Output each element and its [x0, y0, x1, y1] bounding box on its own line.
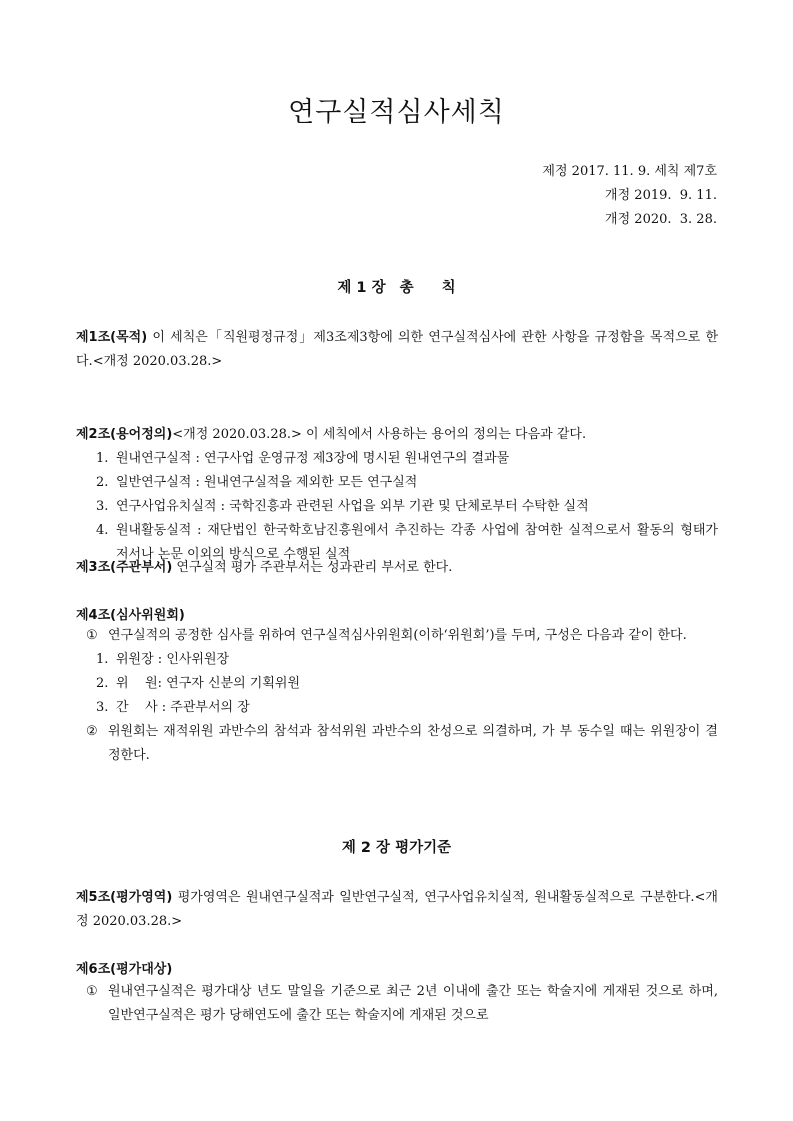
clause-number: ②: [86, 724, 98, 739]
list-item: [76, 495, 718, 519]
clause-number: ①: [86, 984, 98, 999]
chapter-1-number: 제 1 장: [337, 280, 386, 296]
list-item-number: 2.: [96, 475, 109, 490]
article-4-title: 제4조(심사위원회): [76, 608, 185, 623]
chapter-1-word-1: 총: [399, 280, 414, 296]
article-2-list: [76, 447, 718, 567]
article-5-title: 제5조(평가영역): [76, 890, 173, 905]
article-5-body: 평가영역은 원내연구실적과 일반연구실적, 연구사업유치실적, 원내활동실적으로 구분한다.<개정 2020.03.28.>: [76, 890, 718, 929]
list-item-text: 위 원: 연구자 신분의 기획위원: [116, 676, 301, 691]
list-item-text: 연구사업유치실적 : 국학진흥과 관련된 사업을 외부 기관 및 단체로부터 수탁한 실적: [116, 499, 589, 514]
document-title: 연구실적심사세칙: [288, 97, 505, 128]
revision-history: [542, 160, 717, 232]
list-item-text: 위원장 : 인사위원장: [116, 652, 230, 667]
clause-text: 위원회는 재적위원 과반수의 참석과 참석위원 과반수의 찬성으로 의결하며, 가 부 동수일 때는 위원장이 결정한다.: [108, 724, 718, 763]
list-item-number: 4.: [96, 523, 109, 538]
clause-text: 연구실적의 공정한 심사를 위하여 연구실적심사위원회(이하‘위원회’)를 두며, 구성은 다음과 같이 한다.: [108, 628, 687, 643]
article-2: [76, 423, 718, 447]
article-4-body: [76, 624, 718, 768]
clause-item: [76, 980, 718, 1028]
clause-item: [76, 624, 718, 648]
list-item-number: 3.: [96, 499, 109, 514]
list-item-number: 1.: [96, 451, 109, 466]
article-6-body: [76, 980, 718, 1028]
list-item-text: 간 사 : 주관부서의 장: [116, 700, 250, 715]
revision-line: 개정 2020. 3. 28.: [605, 212, 717, 227]
article-2-title: 제2조(용어정의): [76, 427, 173, 442]
list-item: [76, 648, 718, 672]
article-6: [76, 958, 718, 982]
clause-item: [76, 720, 718, 768]
revision-line: 제정 2017. 11. 9. 세칙 제7호: [542, 164, 717, 179]
list-item: [76, 672, 718, 696]
list-item-number: 2.: [96, 676, 109, 691]
article-1-title: 제1조(목적): [76, 330, 148, 345]
revision-line: 개정 2019. 9. 11.: [605, 188, 717, 203]
list-item-text: 원내연구실적 : 연구사업 운영규정 제3장에 명시된 원내연구의 결과물: [116, 451, 510, 466]
article-1: [76, 326, 718, 374]
clause-text: 원내연구실적은 평가대상 년도 말일을 기준으로 최근 2년 이내에 출간 또는 학술지에 게재된 것으로 하며, 일반연구실적은 평가 당해연도에 출간 또는 학술지에 게재된 것으로: [108, 984, 718, 1023]
article-3-body: 연구실적 평가 주관부서는 성과관리 부서로 한다.: [172, 560, 453, 575]
clause-number: ①: [86, 628, 98, 643]
article-2-body: <개정 2020.03.28.> 이 세칙에서 사용하는 용어의 정의는 다음과 같다.: [172, 427, 587, 442]
article-5: [76, 886, 718, 934]
list-item: [76, 447, 718, 471]
list-item-number: 1.: [96, 652, 109, 667]
chapter-2-heading: 제 2 장 평가기준: [341, 840, 452, 856]
chapter-1-heading: [0, 276, 793, 297]
list-item: [76, 696, 718, 720]
article-3-title: 제3조(주관부서): [76, 560, 173, 575]
chapter-1-word-2: 칙: [441, 280, 456, 296]
list-item-number: 3.: [96, 700, 109, 715]
list-item: [76, 471, 718, 495]
article-6-title: 제6조(평가대상): [76, 962, 173, 977]
article-3: [76, 556, 718, 580]
list-item-text: 원내활동실적 : 재단법인 한국학호남진흥원에서 추진하는 각종 사업에 참여한 실적으로서 활동의 형태가 저서나 논문 이외의 방식으로 수행된 실적: [116, 523, 718, 562]
list-item-text: 일반연구실적 : 원내연구실적을 제외한 모든 연구실적: [116, 475, 418, 490]
article-1-body: 이 세칙은「직원평정규정」제3조제3항에 의한 연구실적심사에 관한 사항을 규정함을 목적으로 한다.<개정 2020.03.28.>: [76, 330, 718, 369]
